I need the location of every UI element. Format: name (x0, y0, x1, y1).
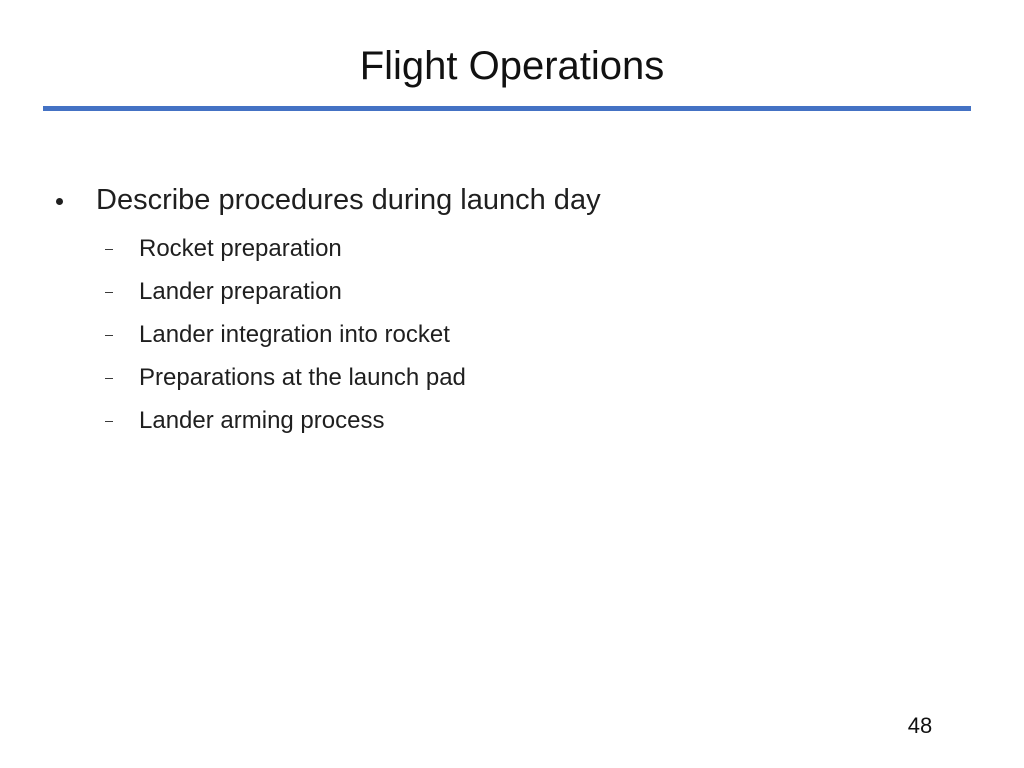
dash-icon (105, 421, 113, 422)
dash-icon (105, 249, 113, 250)
dash-icon (105, 335, 113, 336)
sub-bullet-text: Lander arming process (139, 407, 385, 434)
bullet-text: Describe procedures during launch day (96, 184, 601, 216)
sub-bullet-text: Rocket preparation (139, 235, 342, 262)
sub-bullet-item (103, 317, 803, 360)
sub-bullet-item (103, 360, 803, 403)
bullet-dot-icon (56, 198, 63, 205)
slide-title: Flight Operations (359, 44, 665, 88)
sub-bullet-item (103, 231, 803, 274)
dash-icon (105, 292, 113, 293)
sub-bullet-item (103, 403, 803, 446)
sub-bullet-text: Lander integration into rocket (139, 321, 450, 348)
sub-bullet-item (103, 274, 803, 317)
page-number: 48 (907, 713, 933, 738)
dash-icon (105, 378, 113, 379)
sub-bullet-text: Preparations at the launch pad (139, 364, 466, 391)
title-underline (43, 106, 971, 111)
sub-bullet-list (103, 231, 803, 446)
sub-bullet-text: Lander preparation (139, 278, 342, 305)
